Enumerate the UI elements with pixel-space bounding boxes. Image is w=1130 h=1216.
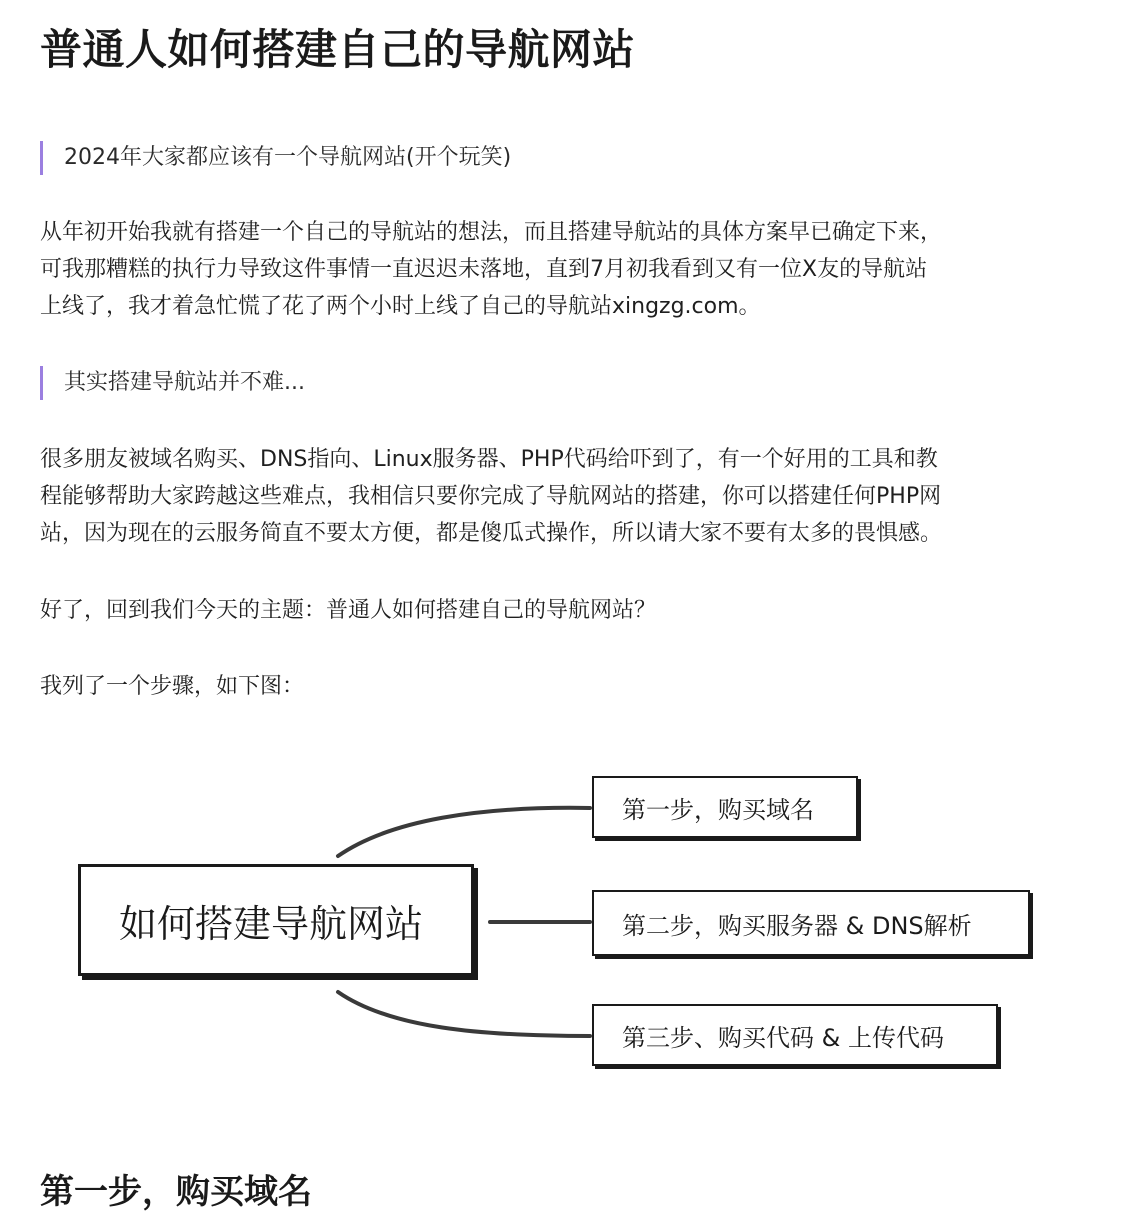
paragraph-line: 上线了，我才着急忙慌了花了两个小时上线了自己的导航站xingzg.com。 — [40, 294, 761, 319]
paragraph-line: 好了，回到我们今天的主题：普通人如何搭建自己的导航网站？ — [40, 598, 657, 623]
paragraph-line: 很多朋友被域名购买、DNS指向、Linux服务器、PHP代码给吓到了，有一个好用的工具和教 — [40, 447, 938, 472]
blockquote-not-hard: 其实搭建导航站并不难... — [40, 366, 305, 400]
paragraph-intro — [40, 214, 1080, 325]
paragraph-line: 站，因为现在的云服务简直不要太方便，都是傻瓜式操作，所以请大家不要有太多的畏惧感。 — [40, 521, 943, 546]
section-heading: 第一步，购买域名 — [40, 1172, 312, 1212]
connector-step-3 — [338, 992, 590, 1036]
paragraph-line: 可我那糟糕的执行力导致这件事情一直迟迟未落地，直到7月初我看到又有一位X友的导航站 — [40, 257, 928, 282]
paragraph-line: 我列了一个步骤，如下图： — [40, 674, 305, 699]
paragraph-encourage — [40, 441, 1080, 552]
paragraph-topic — [40, 592, 1080, 629]
connector-step-1 — [338, 808, 590, 856]
mindmap-step-1-node: 第一步，购买域名 — [592, 776, 858, 838]
paragraph-line: 程能够帮助大家跨越这些难点，我相信只要你完成了导航网站的搭建，你可以搭建任何PHP网 — [40, 484, 942, 509]
paragraph-line: 从年初开始我就有搭建一个自己的导航站的想法，而且搭建导航站的具体方案早已确定下来， — [40, 220, 943, 245]
paragraph-steps-intro — [40, 668, 1080, 705]
mindmap-center-node: 如何搭建导航网站 — [78, 864, 474, 976]
mindmap-step-3-node: 第三步、购买代码 & 上传代码 — [592, 1004, 998, 1066]
article-title: 普通人如何搭建自己的导航网站 — [40, 25, 636, 74]
mindmap-step-2-node: 第二步，购买服务器 & DNS解析 — [592, 890, 1030, 956]
mindmap-diagram — [60, 760, 1060, 1080]
blockquote-intro: 2024年大家都应该有一个导航网站(开个玩笑) — [40, 141, 511, 175]
